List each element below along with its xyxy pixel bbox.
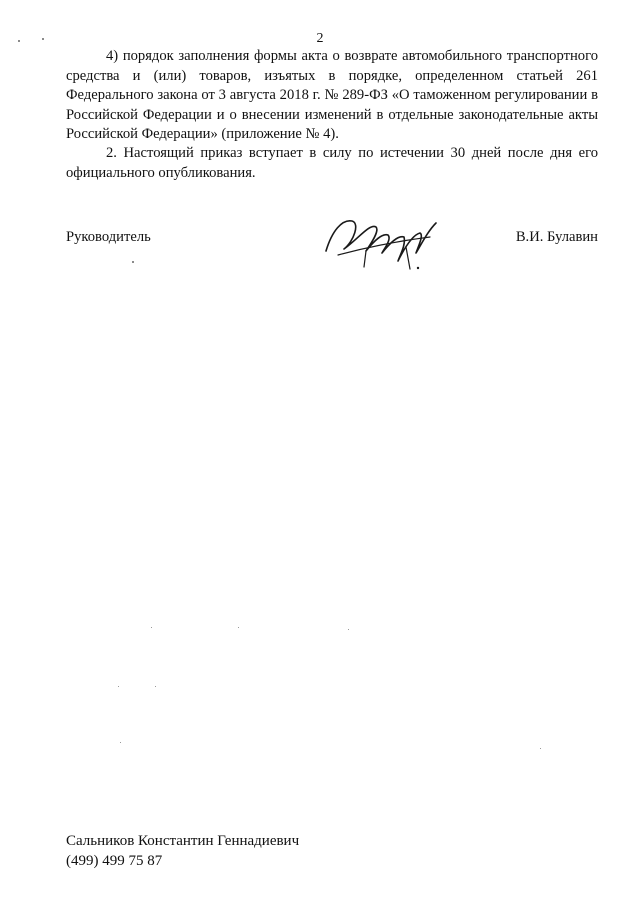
contact-block	[66, 832, 299, 871]
scan-speck	[155, 686, 156, 687]
contact-phone: (499) 499 75 87	[66, 852, 163, 869]
signatory-name: В.И. Булавин	[515, 229, 598, 245]
scan-speck	[238, 627, 239, 628]
scan-speck	[348, 629, 349, 630]
scan-speck	[18, 40, 20, 42]
scan-speck	[118, 686, 119, 687]
paragraph-item-4: 4) порядок заполнения формы акта о возврате автомобильного транспортного средства и (или) товаров, изъятых в порядке, определенном статьей 261 Федерального закона от 3 августа 2018 г. № 289-ФЗ «О таможенном регулировании в Российской Федерации и о внесении изменений в отдельные законодательные акты Российской Федерации» (приложение № 4).	[66, 48, 598, 142]
scan-speck	[540, 748, 541, 749]
scan-speck	[132, 261, 134, 263]
scan-speck	[120, 742, 121, 743]
handwritten-signature	[318, 211, 448, 271]
page-number: 2	[316, 31, 324, 46]
paragraph-item-2: 2. Настоящий приказ вступает в силу по истечении 30 дней после дня его официального опубликования.	[66, 145, 598, 181]
signature-block	[66, 229, 598, 279]
scan-speck	[151, 627, 152, 628]
contact-person: Сальников Константин Геннадиевич	[66, 833, 300, 849]
signatory-title: Руководитель	[66, 229, 151, 245]
scan-speck	[42, 38, 44, 40]
